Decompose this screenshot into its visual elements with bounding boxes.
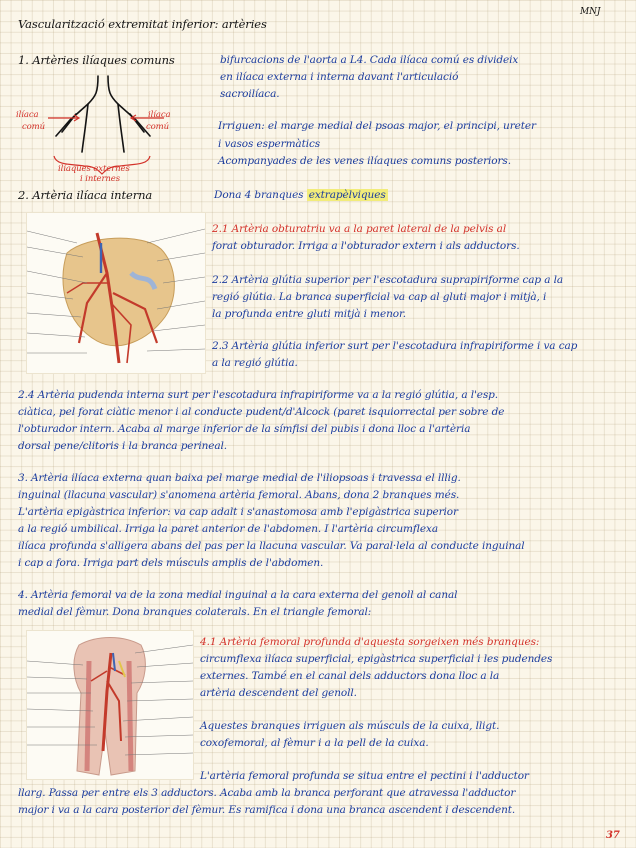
diagram-label-right-1: ilíaca <box>148 110 171 120</box>
diagram-label-right-2: comú <box>146 122 170 132</box>
diagram-label-left-1: ilíaca <box>16 110 39 120</box>
s3-line-3: L'artèria epigàstrica inferior: va cap adalt i s'anastomosa amb l'epigàstrica superior <box>18 506 458 518</box>
s4-line-1: 4. Artèria femoral va de la zona medial inguinal a la cara externa del genoll al canal <box>18 589 458 601</box>
s3-line-6: i cap a fora. Irriga part dels músculs amplis de l'abdomen. <box>18 557 324 569</box>
thigh-arteries-illustration <box>26 630 194 780</box>
s2-4-line-4: dorsal pene/clitoris i la branca perineal. <box>18 440 228 452</box>
s3-line-1: 3. Artèria ilíaca externa quan baixa pel marge medial de l'iliopsoas i travessa el lllig. <box>18 472 461 484</box>
s2-3-line-2: a la regió glútia. <box>212 357 298 369</box>
s1-irrigation-line-1: Irriguen: el marge medial del psoas major, el principi, ureter <box>218 120 536 132</box>
s4-1-line-2: circumflexa ilíaca superficial, epigàstrica superficial i les pudendes <box>200 653 553 665</box>
s2-1-line-1: 2.1 Artèria obturatriu va a la paret lateral de la pelvis al <box>212 223 507 235</box>
iliac-bifurcation-diagram <box>14 74 204 186</box>
page-number: 37 <box>606 830 620 841</box>
s2-intro-highlight: extrapèlviques <box>308 189 386 201</box>
s4-last-line-2: llarg. Passa per entre els 3 adductors. Acaba amb la branca perforant que atravessa l'adductor <box>18 787 516 799</box>
s1-desc-line-2: en ilíaca externa i interna davant l'articulació <box>220 71 459 83</box>
author-initials: MNJ <box>580 7 601 17</box>
s3-line-4: a la regió umbilical. Irriga la paret anterior de l'abdomen. I l'artèria circumflexa <box>18 523 438 535</box>
s2-2-line-2: regió glútia. La branca superficial va cap al gluti major i mitjà, i <box>212 291 547 303</box>
s4-last-line-3: major i va a la cara posterior del fèmur. Es ramifica i dona una branca ascendent i descendent. <box>18 804 516 816</box>
diagram-label-bottom-2: i internes <box>80 174 120 184</box>
s3-line-2: inguinal (llacuna vascular) s'anomena artèria femoral. Abans, dona 2 branques més. <box>18 489 460 501</box>
s3-line-5: ilíaca profunda s'alligera abans del pas per la llacuna vascular. Va paral·lela al conducte inguinal <box>18 540 525 552</box>
s2-4-line-3: l'obturador intern. Acaba al marge inferior de la símfisi del pubis i dona lloc a l'artèria <box>18 423 471 435</box>
s2-4-line-2: ciàtica, pel forat ciàtic menor i al conducte pudent/d'Alcock (paret isquiorrectal per sobre de <box>18 406 505 418</box>
s2-2-line-3: la profunda entre gluti mitjà i menor. <box>212 308 407 320</box>
s2-1-line-2: forat obturador. Irriga a l'obturador extern i als adductors. <box>212 240 520 252</box>
s1-irrigation-line-2: i vasos espermàtics <box>218 138 321 150</box>
s4-line-2: medial del fèmur. Dona branques colaterals. En el triangle femoral: <box>18 606 372 618</box>
s2-intro: Dona 4 branques extrapèlviques <box>214 189 386 201</box>
s4-1-line-1: 4.1 Artèria femoral profunda d'aquesta sorgeixen més branques: <box>200 636 540 648</box>
page-title: Vascularització extremitat inferior: artèries <box>18 17 267 31</box>
s1-accompanying-veins: Acompanyades de les venes ilíaques comuns posteriors. <box>218 155 511 167</box>
s4-1-line-4: artèria descendent del genoll. <box>200 687 357 699</box>
section-1-heading: 1. Artèries ilíaques comuns <box>18 53 175 67</box>
s4-irrigation-line-2: coxofemoral, al fèmur i a la pell de la cuixa. <box>200 737 429 749</box>
diagram-label-bottom-1: ilíaques externes <box>58 164 130 174</box>
s2-4-line-1: 2.4 Artèria pudenda interna surt per l'escotadura infrapiriforme va a la regió glútia, a l'esp. <box>18 389 499 401</box>
pelvis-arteries-illustration <box>26 212 206 374</box>
pelvis-anatomy-image <box>27 213 205 373</box>
s2-3-line-1: 2.3 Artèria glútia inferior surt per l'escotadura infrapiriforme i va cap <box>212 340 578 352</box>
section-2-heading: 2. Artèria ilíaca interna <box>18 188 153 202</box>
s2-2-line-1: 2.2 Artèria glútia superior per l'escotadura suprapiriforme cap a la <box>212 274 564 286</box>
s4-last-line-1: L'artèria femoral profunda se situa entre el pectini i l'adductor <box>200 770 529 782</box>
diagram-label-left-2: comú <box>22 122 46 132</box>
s4-irrigation-line-1: Aquestes branques irriguen als músculs de la cuixa, lligt. <box>200 720 500 732</box>
s4-1-line-3: externes. També en el canal dels adductors dona lloc a la <box>200 670 500 682</box>
s1-desc-line-3: sacroilíaca. <box>220 88 280 100</box>
s1-desc-line-1: bifurcacions de l'aorta a L4. Cada ilíaca comú es divideix <box>220 54 519 66</box>
thigh-anatomy-image <box>27 631 193 779</box>
